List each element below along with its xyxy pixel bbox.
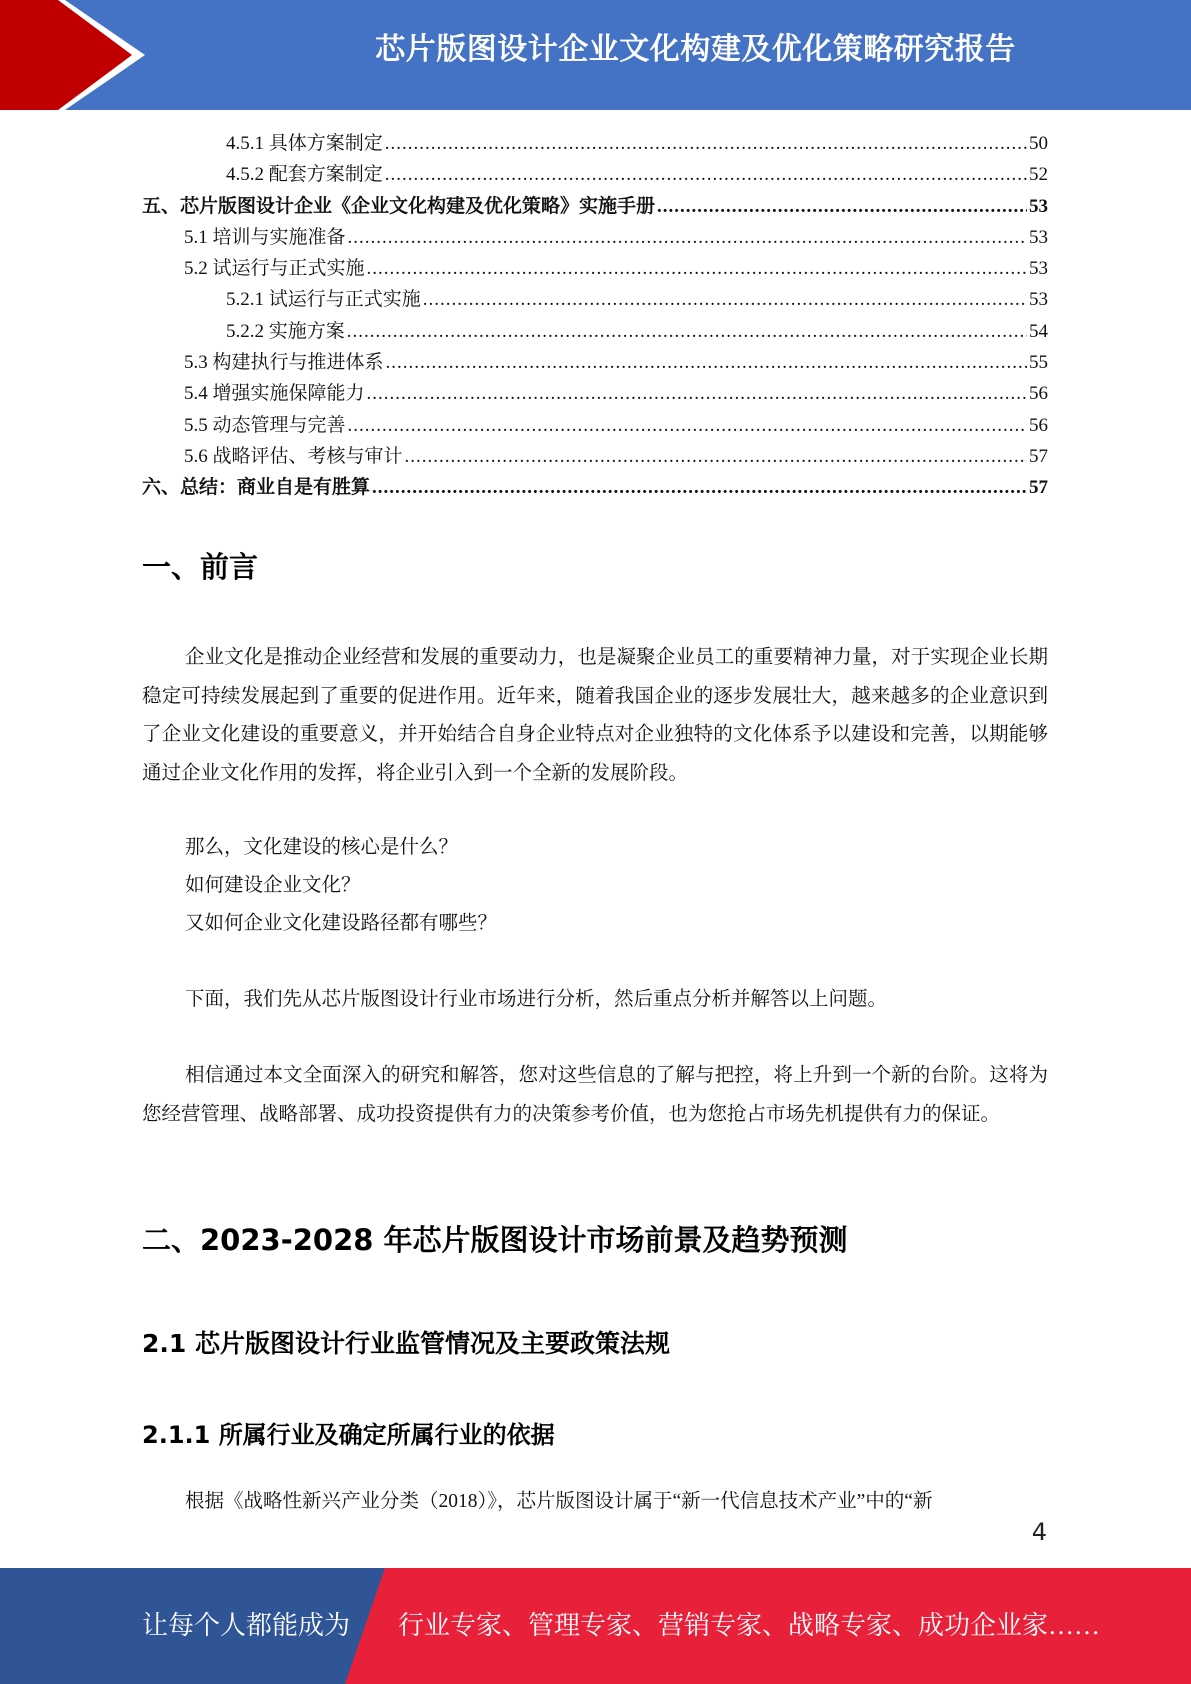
paragraph-analysis: 下面，我们先从芯片版图设计行业市场进行分析，然后重点分析并解答以上问题。 (185, 989, 888, 1010)
toc-entry-page: 56 (1029, 414, 1048, 436)
toc-entry[interactable] (142, 316, 1048, 347)
toc-entry-label: 5.2 试运行与正式实施 (184, 258, 365, 280)
page-header (0, 0, 1191, 110)
toc-entry-label: 5.3 构建执行与推进体系 (184, 352, 384, 374)
toc-leader-dots (386, 347, 1027, 378)
paragraph-conclusion: 相信通过本文全面深入的研究和解答，您对这些信息的了解与把控，将上升到一个新的台阶。这将为您经营管理、战略部署、成功投资提供有力的决策参考价值，也为您抢占市场先机提供有力的保证。 (142, 1065, 1048, 1125)
toc-entry[interactable] (142, 441, 1048, 472)
footer-slogan-right: 行业专家、管理专家、营销专家、战略专家、成功企业家…… (398, 1611, 1101, 1640)
toc-entry-label: 5.1 培训与实施准备 (184, 226, 346, 248)
toc-leader-dots (405, 441, 1027, 472)
toc-entry-page: 53 (1029, 195, 1048, 217)
toc-entry-page: 56 (1029, 383, 1048, 405)
toc-leader-dots (348, 410, 1027, 441)
toc-entry-label: 5.2.2 实施方案 (226, 320, 345, 342)
paragraph-intro: 企业文化是推动企业经营和发展的重要动力，也是凝聚企业员工的重要精神力量，对于实现企业长期稳定可持续发展起到了重要的促进作用。近年来，随着我国企业的逐步发展壮大，越来越多的企业意识到了企业文化建设的重要意义，并开始结合自身企业特点对企业独特的文化体系予以建设和完善，以期能够通过企业文化作用的发挥，将企业引入到一个全新的发展阶段。 (142, 647, 1048, 784)
toc-leader-dots (423, 284, 1027, 315)
toc-entry[interactable] (142, 222, 1048, 253)
footer-slogan-left: 让每个人都能成为 (142, 1611, 351, 1640)
toc-entry[interactable] (142, 159, 1048, 190)
header-arrow-decoration (0, 0, 160, 110)
toc-leader-dots (385, 128, 1027, 159)
toc-leader-dots (367, 253, 1027, 284)
toc-entry-page: 50 (1029, 133, 1048, 154)
toc-entry-label: 4.5.2 配套方案制定 (226, 164, 383, 186)
toc-entry[interactable] (142, 284, 1048, 315)
toc-entry-page: 53 (1029, 258, 1048, 280)
toc-entry[interactable] (142, 253, 1048, 284)
question-line-1: 那么，文化建设的核心是什么？ (185, 837, 459, 858)
toc-entry-label: 五、芯片版图设计企业《企业文化构建及优化策略》实施手册 (142, 195, 656, 217)
subsection-title-regulation: 2.1 芯片版图设计行业监管情况及主要政策法规 (142, 1329, 670, 1358)
page-number: 4 (1031, 1518, 1047, 1546)
toc-entry[interactable] (142, 472, 1048, 503)
toc-entry[interactable] (142, 378, 1048, 409)
toc-entry-page: 53 (1029, 289, 1048, 311)
toc-leader-dots (657, 191, 1027, 222)
toc-entry-page: 54 (1029, 320, 1048, 342)
toc-entry-page: 57 (1029, 477, 1048, 499)
toc-leader-dots (348, 222, 1027, 253)
section-title-preface: 一、前言 (142, 550, 259, 584)
toc-entry[interactable] (142, 347, 1048, 378)
toc-entry-page: 53 (1029, 226, 1048, 248)
toc-leader-dots (372, 472, 1027, 503)
question-line-2: 如何建设企业文化？ (185, 875, 361, 896)
paragraph-classification: 根据《战略性新兴产业分类（2018）》，芯片版图设计属于“新一代信息技术产业”中的“新 (185, 1491, 933, 1512)
toc-entry[interactable] (142, 128, 1048, 159)
toc-entry-label: 4.5.1 具体方案制定 (226, 133, 383, 154)
header-title: 芯片版图设计企业文化构建及优化策略研究报告 (375, 32, 1016, 67)
toc-entry-label: 5.4 增强实施保障能力 (184, 383, 365, 405)
toc-leader-dots (385, 159, 1027, 190)
toc-entry-label: 5.6 战略评估、考核与审计 (184, 445, 403, 467)
question-line-3: 又如何企业文化建设路径都有哪些？ (185, 913, 498, 934)
table-of-contents (142, 128, 1048, 504)
section-title-forecast: 二、2023-2028 年芯片版图设计市场前景及趋势预测 (142, 1223, 848, 1257)
toc-entry-label: 六、总结：商业自是有胜算 (142, 477, 371, 499)
toc-entry-page: 55 (1029, 352, 1048, 374)
toc-entry[interactable] (142, 410, 1048, 441)
toc-entry-label: 5.5 动态管理与完善 (184, 414, 346, 436)
page-footer (0, 1568, 1191, 1684)
toc-entry-page: 57 (1029, 445, 1048, 467)
toc-entry-page: 52 (1029, 164, 1048, 186)
toc-entry[interactable] (142, 191, 1048, 222)
toc-entry-label: 5.2.1 试运行与正式实施 (226, 289, 421, 311)
toc-leader-dots (367, 378, 1027, 409)
subsection-title-industry: 2.1.1 所属行业及确定所属行业的依据 (142, 1421, 555, 1449)
toc-leader-dots (347, 316, 1027, 347)
